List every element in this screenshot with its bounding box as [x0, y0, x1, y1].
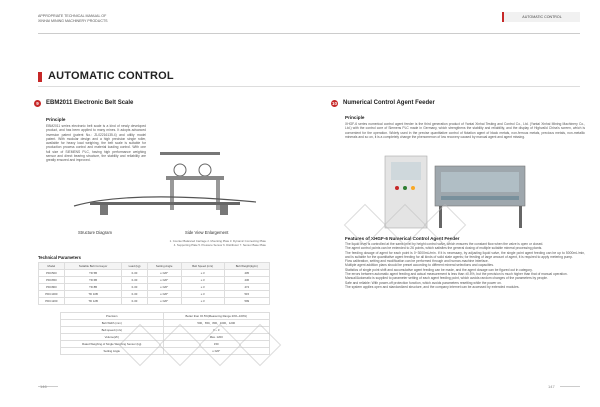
table-cell: 474 — [224, 283, 269, 290]
header-chapter-label: AUTOMATIC CONTROL — [502, 12, 580, 22]
feature-item: Manual/Automatic is supplied to parameter setting of each agent feeding point, which avoids random changes of the parameters by people. — [345, 276, 548, 281]
table-cell: ≤ ±20° — [147, 269, 181, 276]
table-cell: Volume(t/h) — [61, 334, 164, 341]
table-cell: 500、650、800、1000、1200 — [163, 320, 270, 327]
table-cell: Belt Width (mm) — [61, 320, 164, 327]
table-row — [39, 290, 270, 297]
table-cell: ≤ ±20° — [147, 283, 181, 290]
table-cell: ≤ 3 — [181, 297, 224, 304]
feature-item: The errors between automatic agent feeding and actual measurement is less than ±0.5%, but the precision is much higher than that of manual operation. — [345, 272, 568, 277]
table-cell: 599 — [224, 297, 269, 304]
item-number-badge: 10 — [331, 101, 337, 106]
table-row — [39, 276, 270, 283]
table-cell: 436 — [224, 276, 269, 283]
product-title-agent-feeder: Numerical Control Agent Feeder — [343, 100, 435, 106]
table-cell: ≤ ±20° — [147, 290, 181, 297]
table-row — [61, 327, 270, 334]
table-cell: Max. 1200 — [163, 334, 270, 341]
legend-line-1: 1. Counter Balanced Carriage 2. Mounting Plate 3. Dynamic Connecting Plate — [169, 239, 266, 243]
features-heading: Features of XHGF-6 Numerical Control Agent Feeder — [345, 236, 460, 241]
item-number-badge: 9 — [34, 100, 41, 107]
table-cell: 0 ~ 3 — [163, 327, 270, 334]
table-cell: ≤ ±20° — [147, 276, 181, 283]
table-cell: Precision — [61, 313, 164, 320]
header-manual-title — [38, 14, 108, 23]
belt-scale-diagrams — [70, 150, 260, 232]
feature-item: The liquid level is controlled at the same level by height control valve, which ensures the constant flow when the valve is open or closed. — [345, 242, 544, 246]
diagram-legend — [140, 240, 266, 247]
table-cell: TD 10B — [64, 290, 122, 297]
table-cell: 0-30 — [122, 269, 147, 276]
page-number-right: 147 — [548, 384, 555, 389]
table-cell: ≤ 3 — [181, 269, 224, 276]
table-cell: Setting Angle — [61, 348, 164, 355]
structure-diagram — [74, 152, 256, 215]
feature-item: Multiple agent addition plans should be preset according to different mineral selections and capacities. — [345, 263, 494, 268]
table-cell: PDC650 — [39, 276, 65, 283]
table-cell: Rated Weighing of Single Weighing Sensor (kg) — [61, 341, 164, 348]
table-cell: ≤ 3 — [181, 276, 224, 283]
feature-item: Statistics of single point shift and accumulative agent feeding can be made, and the agent dosage can be figured out in category. — [345, 267, 533, 272]
caption-side-view: Side View Enlargement — [185, 230, 229, 235]
header-line-2: XINHAI MINING MACHINERY PRODUCTS — [38, 18, 108, 23]
feature-item: The agent control points can be extended to 26 points, which satisfies the general dosing of multiple suitable mineral processing plants. — [345, 246, 543, 251]
technical-parameters-table — [38, 262, 270, 305]
principle-text: EBM2011 series electronic belt scale is a kind of newly developed product, and has been applied to many mines. It adopts advanced inversion patent (patent No.: ZL02216135.4) and utility model patent. With modular design and a high precision single roller, available for heavy load weighing, the belt scale is suitable for production process control and material loading control. With one full size of SIEMENS PLC, having high performance weighing sensor and direct bearing structure, the stability and reliability are greatly ensured and improved. — [46, 124, 146, 163]
section-divider — [38, 86, 580, 87]
principle-heading: Principle — [46, 117, 66, 122]
section-title: AUTOMATIC CONTROL — [48, 70, 174, 82]
page-number-left: 146 — [40, 384, 47, 389]
table-cell: 0-30 — [122, 297, 147, 304]
table-cell: 0-30 — [122, 276, 147, 283]
table-cell: ≤ ±20° — [163, 348, 270, 355]
feature-item: Flow calibration, setting and modification can be performed through and human-machine interface. — [345, 259, 489, 264]
table-header-cell: Model — [39, 263, 65, 270]
caption-structure-diagram: Structure Diagram — [78, 230, 112, 235]
principle-heading: Principle — [345, 115, 365, 120]
table-cell: Better than ±0.5%(Measuring Range 20%~100%) — [163, 313, 270, 320]
table-cell: 515 — [224, 290, 269, 297]
table-header-cell: Belt Speed (m/s) — [181, 263, 224, 270]
table-header-cell: Load (kg) — [122, 263, 147, 270]
table-cell: PDC800 — [39, 283, 65, 290]
table-row — [61, 313, 270, 320]
table-cell: 0-30 — [122, 283, 147, 290]
feature-item: The feeding dosage of agent for each point is 0~3000mL/min. If it is necessary, by adjusting liquid valve, the single point agent feeding can be up to 5000mL/min, and is suitable for the quantitative agent feeding for all kinds of solid state agents; for feeding of large amount of agent, it is required to apply metering pump. — [345, 250, 585, 259]
technical-parameters-heading: Technical Parameters — [38, 255, 81, 260]
table-row — [39, 297, 270, 304]
feature-item: The system applies open and standardized structure, and the company internet can be accessed by extended modules. — [345, 284, 520, 289]
table-cell: TD 6B — [64, 276, 122, 283]
table-cell: TD 5B — [64, 269, 122, 276]
product-title-belt-scale: EBM2011 Electronic Belt Scale — [46, 100, 134, 106]
section-accent-bar — [38, 72, 42, 82]
table-cell: 150 — [163, 341, 270, 348]
footer-rule-right — [560, 386, 580, 387]
legend-line-2: 4. Supporting Plate 5. Pressure Sensor 6. Distributor 7. Sensor Base Plate — [173, 242, 266, 247]
table-cell: ≤ ±20° — [147, 297, 181, 304]
table-cell: PDC1000 — [39, 290, 65, 297]
table-cell: ≤ 3 — [181, 283, 224, 290]
table-cell: TD 8B — [64, 283, 122, 290]
table-header-cell: Setting Angle — [147, 263, 181, 270]
header-line-1: APPROPRIATE TECHNICAL MANUAL OF — [38, 14, 107, 18]
table-cell: PDC500 — [39, 269, 65, 276]
table-row — [39, 269, 270, 276]
table-row — [39, 283, 270, 290]
table-cell: PDC1200 — [39, 297, 65, 304]
table-cell: 405 — [224, 269, 269, 276]
table-header-cell: Belt Weight(kg/m) — [224, 263, 269, 270]
principle-text: XHGF-6 series numerical control agent feeder is the third generation product of Yantai Xinhai Testing and Control Co., Ltd. (Yantai Xinhai Mining Machinery Co., Ltd.) with the control core of Siemens PLC made in Germany, which strengthens the stability and reliability, and the display of Highvalid China's screen, which is convenient for the operation. Widely used in the precise quantitative control of flotation agent of black metals, non-ferrous metals, precious metals, non-metallic minerals and so on, it is a completely change the phenomenon of low recovery caused by manual agent and agent missing. — [345, 122, 585, 139]
table-cell: 0-30 — [122, 290, 147, 297]
table-cell: ≤ 3 — [181, 290, 224, 297]
feature-item: Safe and reliable: With power-off protection function, which avoids parameters resetting while the power on. — [345, 280, 502, 285]
table-header-cell: Suitable Belt Conveyor — [64, 263, 122, 270]
table-cell: Belt speed (m/s) — [61, 327, 164, 334]
table-row — [61, 320, 270, 327]
features-block — [345, 236, 585, 289]
header-divider — [38, 33, 580, 34]
table-cell: TD 12B — [64, 297, 122, 304]
